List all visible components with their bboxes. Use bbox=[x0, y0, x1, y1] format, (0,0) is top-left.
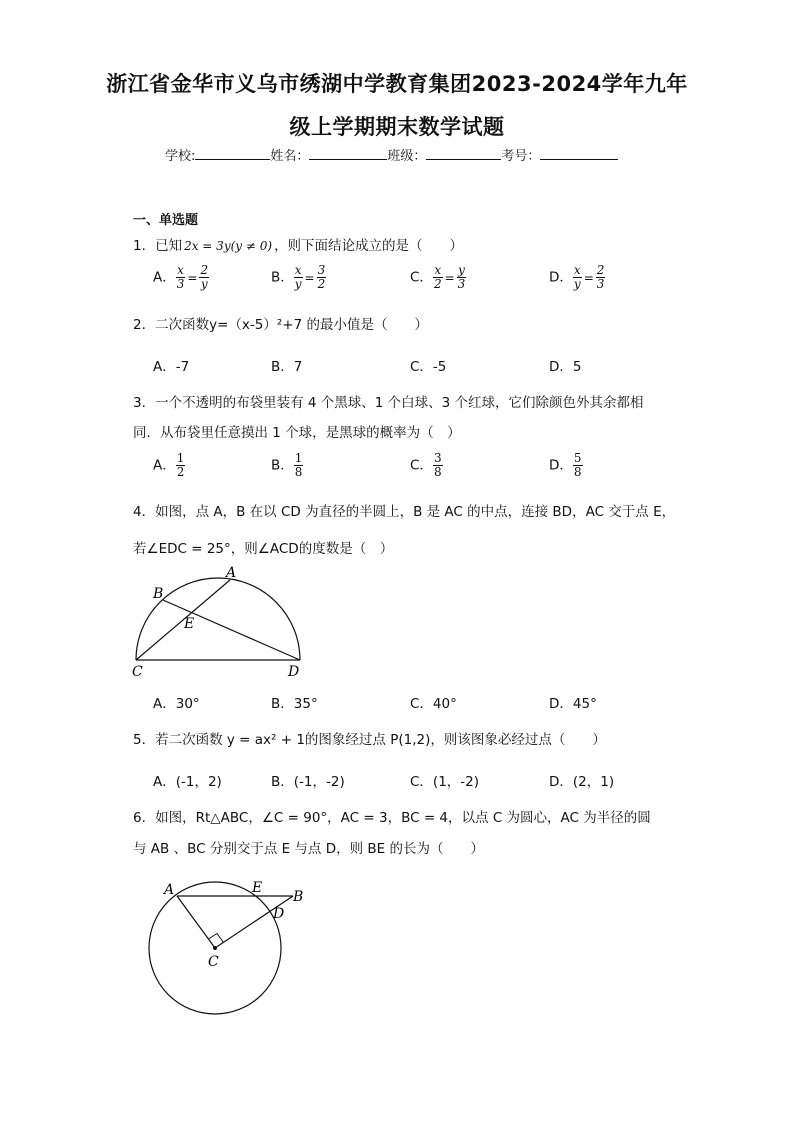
q1-text-after: ，则下面结论成立的是（ ） bbox=[274, 238, 464, 254]
q2-option-d[interactable]: D．5 bbox=[549, 359, 582, 375]
question-4-line-2: 若∠EDC = 25°，则∠ACD的度数是（ ） bbox=[133, 541, 394, 557]
q4-option-b[interactable]: B．35° bbox=[271, 696, 318, 712]
school-label: 学校: bbox=[165, 149, 196, 164]
q5-option-d[interactable]: D．(2，1) bbox=[549, 774, 615, 790]
question-2: 2．二次函数y=（x-5）²+7 的最小值是（ ） bbox=[133, 317, 428, 333]
class-label: 班级： bbox=[387, 149, 427, 164]
question-3-line-2: 同．从布袋里任意摸出 1 个球，是黑球的概率为（ ） bbox=[133, 425, 461, 441]
school-blank[interactable] bbox=[195, 147, 270, 160]
exam-no-blank[interactable] bbox=[540, 147, 618, 160]
q3-option-a[interactable]: A． $\frac{1}{2}$ bbox=[153, 451, 185, 479]
q4-chord-ac bbox=[136, 580, 230, 660]
question-6-line-1: 6．如图，Rt△ABC，∠C = 90°，AC = 3，BC = 4，以点 C 为圆心，AC 为半径的圆 bbox=[133, 810, 651, 826]
q1-option-c[interactable]: C． $\frac{x}{2}$ = $\frac{y}{3}$ bbox=[410, 263, 466, 291]
q4-label-b: B bbox=[153, 586, 164, 602]
q4-figure bbox=[126, 560, 316, 682]
q6-segment-bc bbox=[215, 896, 293, 948]
q4-label-d: D bbox=[288, 664, 300, 680]
q1-condition: 2x = 3y(y ≠ 0) bbox=[184, 239, 273, 253]
title-line-2: 级上学期期末数学试题 bbox=[289, 115, 505, 139]
q4-option-c[interactable]: C．40° bbox=[410, 696, 457, 712]
q4-label-c: C bbox=[132, 664, 143, 680]
q6-label-a: A bbox=[164, 882, 175, 898]
section-heading: 一、单选题 bbox=[133, 213, 199, 228]
q6-label-d: D bbox=[273, 906, 285, 922]
q6-label-b: B bbox=[293, 889, 304, 905]
q6-label-e: E bbox=[252, 880, 263, 896]
q5-option-c[interactable]: C．(1，-2) bbox=[410, 774, 480, 790]
q4-option-a[interactable]: A．30° bbox=[153, 696, 200, 712]
q6-label-c: C bbox=[208, 954, 219, 970]
q1-option-b[interactable]: B． $\frac{x}{y}$ = $\frac{3}{2}$ bbox=[271, 263, 326, 291]
q2-option-c[interactable]: C．-5 bbox=[410, 359, 447, 375]
q6-right-angle-mark bbox=[209, 934, 224, 943]
question-5: 5．若二次函数 y = ax² + 1的图象经过点 P(1,2)，则该图象必经过点（ ） bbox=[133, 732, 606, 748]
q5-option-b[interactable]: B．(-1，-2) bbox=[271, 774, 345, 790]
q2-option-b[interactable]: B．7 bbox=[271, 359, 303, 375]
q1-option-a[interactable]: A． $\frac{x}{3}$ = $\frac{2}{y}$ bbox=[153, 263, 209, 291]
q1-option-d[interactable]: D． $\frac{x}{y}$ = $\frac{2}{3}$ bbox=[549, 263, 605, 291]
question-6-line-2: 与 AB 、BC 分别交于点 E 与点 D，则 BE 的长为（ ） bbox=[133, 841, 484, 857]
title-line-1: 浙江省金华市义乌市绣湖中学教育集团2023-2024学年九年 bbox=[106, 72, 688, 96]
q1-text-before: 1．已知 bbox=[133, 238, 183, 254]
q3-option-b[interactable]: B． $\frac{1}{8}$ bbox=[271, 451, 303, 479]
q6-center-dot bbox=[213, 946, 217, 950]
q3-option-c[interactable]: C． $\frac{3}{8}$ bbox=[410, 451, 442, 479]
q2-option-a[interactable]: A．-7 bbox=[153, 359, 190, 375]
question-1 bbox=[133, 234, 463, 254]
class-blank[interactable] bbox=[426, 147, 501, 160]
q4-option-d[interactable]: D．45° bbox=[549, 696, 597, 712]
q5-option-a[interactable]: A．(-1，2) bbox=[153, 774, 222, 790]
name-blank[interactable] bbox=[309, 147, 387, 160]
exam-no-label: 考号： bbox=[501, 149, 541, 164]
student-info-row bbox=[165, 145, 618, 164]
question-3-line-1: 3．一个不透明的布袋里装有 4 个黑球、1 个白球、3 个红球，它们除颜色外其余都相 bbox=[133, 395, 644, 411]
q4-label-a: A bbox=[226, 565, 237, 581]
q6-figure bbox=[140, 872, 320, 1032]
question-4-line-1: 4．如图，点 A，B 在以 CD 为直径的半圆上，B 是 AC 的中点，连接 BD，AC 交于点 E， bbox=[133, 504, 676, 520]
q6-segment-ac bbox=[177, 896, 215, 948]
name-label: 姓名： bbox=[270, 149, 310, 164]
q3-option-d[interactable]: D． $\frac{5}{8}$ bbox=[549, 451, 582, 479]
q4-label-e: E bbox=[184, 616, 195, 632]
